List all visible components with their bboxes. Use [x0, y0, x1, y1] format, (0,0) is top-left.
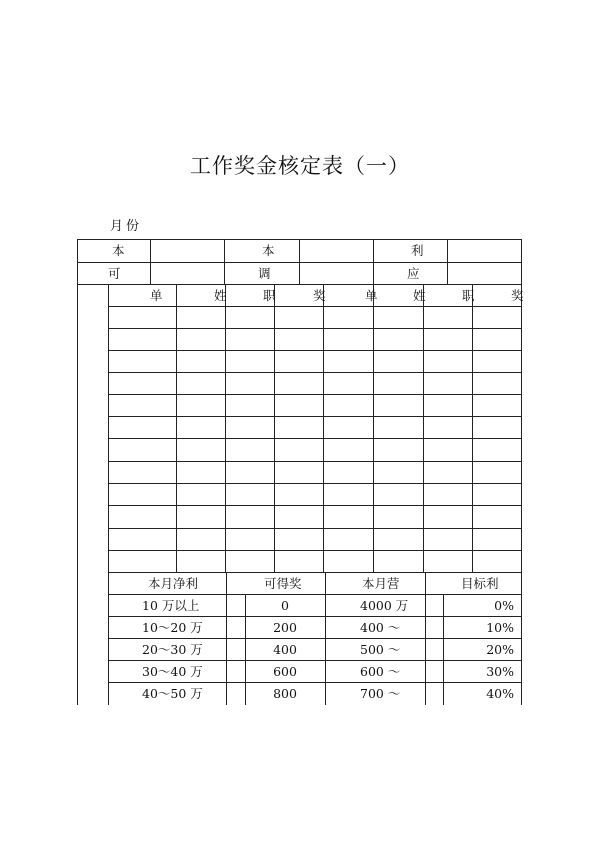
column-header: 奖: [511, 288, 524, 303]
net-profit-cell: 30～40 万: [142, 664, 203, 679]
bonus-amount-cell: 800: [273, 686, 297, 701]
table-row-line: [108, 416, 521, 417]
table-row-line: [108, 306, 521, 307]
column-header: 职: [462, 288, 475, 303]
top-row2-label: 可: [108, 266, 121, 281]
table-row-line: [108, 572, 521, 573]
top-row2-label: 应: [407, 266, 420, 281]
column-header: 单: [365, 288, 378, 303]
table-row-line: [108, 372, 521, 373]
bonus-amount-cell: 600: [273, 664, 297, 679]
page-title: 工作奖金核定表（一）: [190, 154, 410, 178]
grid-line: [373, 239, 374, 284]
column-header: 职: [263, 288, 276, 303]
target-profit-cell: 20%: [486, 642, 514, 657]
bonus-header: 可得奖: [264, 576, 302, 591]
column-header: 姓: [413, 288, 426, 303]
grid-line: [299, 239, 300, 284]
table-row-line: [108, 350, 521, 351]
table-row-line: [108, 528, 521, 529]
table-row-line: [108, 461, 521, 462]
column-header: 单: [150, 288, 163, 303]
net-profit-cell: 10 万以上: [142, 598, 200, 613]
bonus-row-line: [108, 638, 521, 639]
bonus-amount-cell: 0: [281, 598, 289, 613]
column-header: 奖: [313, 288, 326, 303]
month-label: 月份: [110, 219, 143, 234]
bonus-amount-cell: 200: [273, 620, 297, 635]
column-header: 姓: [214, 288, 227, 303]
top-row1-label: 本: [262, 243, 275, 258]
bonus-row-line: [108, 660, 521, 661]
table-left-border: [77, 239, 78, 705]
bonus-header: 目标利: [461, 576, 499, 591]
net-profit-cell: 40～50 万: [142, 686, 203, 701]
revenue-cell: 500 ～: [360, 642, 401, 657]
table-row-line: [108, 505, 521, 506]
side-column-line: [108, 284, 109, 705]
table-row-line: [108, 483, 521, 484]
net-profit-cell: 20～30 万: [142, 642, 203, 657]
grid-line: [447, 239, 448, 284]
table-row-line: [108, 394, 521, 395]
revenue-cell: 400 ～: [360, 620, 401, 635]
top-row1-label: 利: [411, 243, 424, 258]
target-profit-cell: 0%: [494, 598, 514, 613]
table-row-line: [108, 328, 521, 329]
grid-line: [77, 284, 521, 285]
top-row2-label: 调: [258, 266, 271, 281]
bonus-header: 本月净利: [148, 576, 199, 591]
table-row-line: [108, 550, 521, 551]
table-right-border: [521, 239, 522, 705]
bonus-header: 本月营: [362, 576, 400, 591]
grid-line: [150, 239, 151, 284]
bonus-row-line: [108, 594, 521, 595]
target-profit-cell: 40%: [486, 686, 514, 701]
revenue-cell: 600 ～: [360, 664, 401, 679]
bonus-row-line: [108, 616, 521, 617]
grid-line: [224, 239, 225, 284]
target-profit-cell: 30%: [486, 664, 514, 679]
table-row-line: [108, 438, 521, 439]
top-row1-label: 本: [112, 243, 125, 258]
target-profit-cell: 10%: [486, 620, 514, 635]
revenue-cell: 4000 万: [360, 598, 409, 613]
bonus-row-line: [108, 682, 521, 683]
net-profit-cell: 10～20 万: [142, 620, 203, 635]
bonus-amount-cell: 400: [273, 642, 297, 657]
revenue-cell: 700 ～: [360, 686, 401, 701]
